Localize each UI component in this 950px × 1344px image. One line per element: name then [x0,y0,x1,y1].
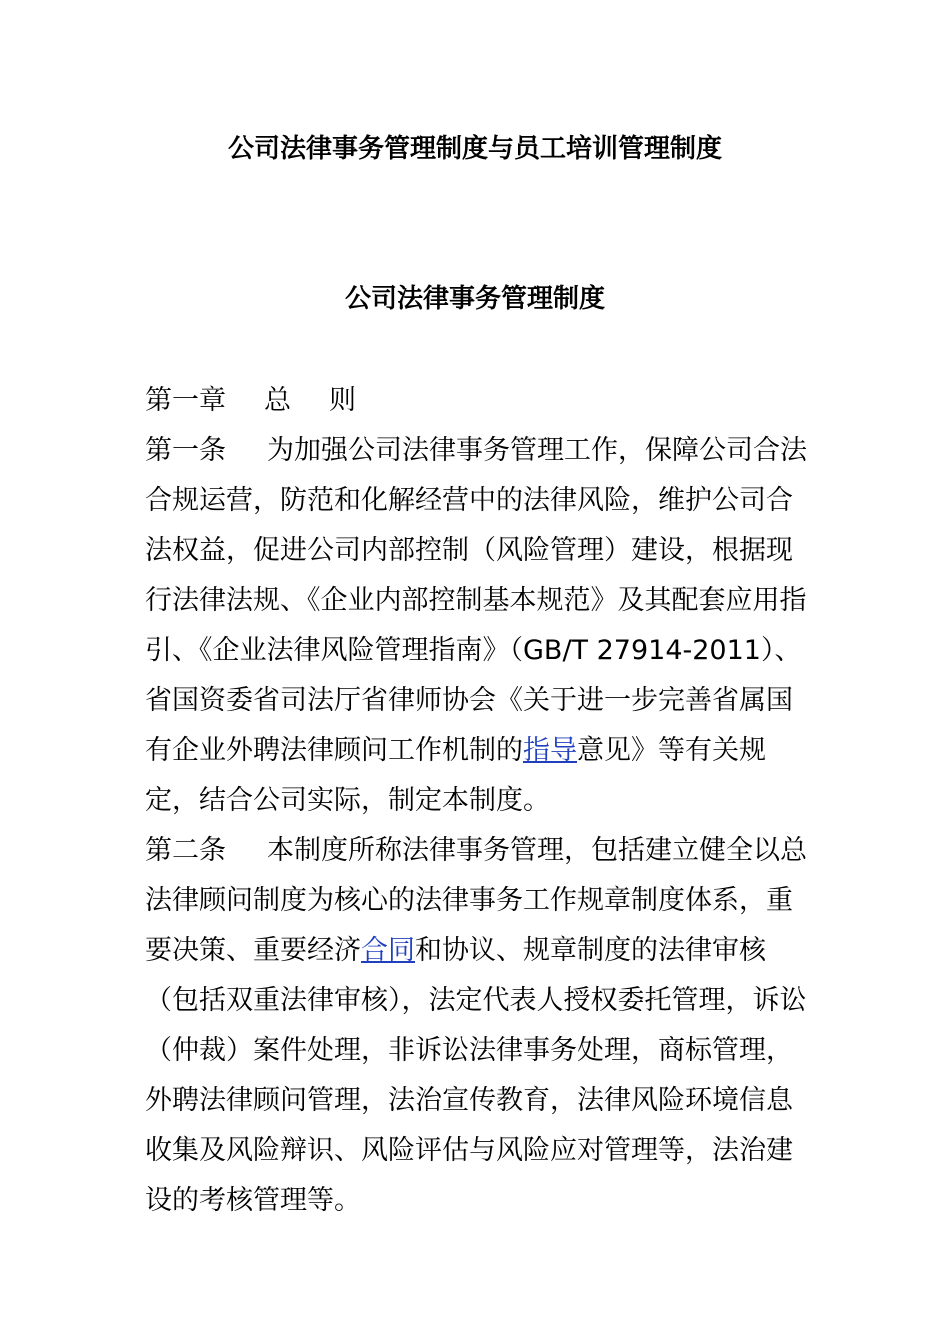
section-title: 公司法律事务管理制度 [344,284,605,314]
article-2 [145,826,817,1226]
document-body [145,376,817,1226]
chapter-heading [145,376,817,426]
article-1 [145,426,817,826]
article-1-label: 第一条 [145,435,226,466]
guidance-link[interactable]: 指导 [523,735,577,766]
contract-link[interactable]: 合同 [361,935,415,966]
article-2-text-part1: 本制度所称法律事务管理，包括建立健全以总法律顾问制度为核心的法律事务工作规章制度体系，重要决策、重要经济 [145,835,807,966]
chapter-title-char-2: 则 [329,385,356,416]
article-1-standard-code: GB/T 27914-2011 [523,635,761,666]
chapter-title-char-1: 总 [264,385,291,416]
article-1-text-part3: 意见》等有关规定，结合公司实际，制定本制度。 [145,735,766,816]
article-2-text-part2: 和协议、规章制度的法律审核（包括双重法律审核），法定代表人授权委托管理，诉讼（仲裁）案件处理，非诉讼法律事务处理，商标管理，外聘法律顾问管理，法治宣传教育，法律风险环境信息收集及风险辩识、风险评估与风险应对管理等，法治建设的考核管理等。 [145,935,807,1216]
document-title: 公司法律事务管理制度与员工培训管理制度 [227,134,722,164]
chapter-number: 第一章 [145,385,226,416]
article-1-text-part2: ）、省国资委省司法厅省律师协会《关于进一步完善省属国有企业外聘法律顾问工作机制的 [145,635,802,766]
article-2-label: 第二条 [145,835,226,866]
article-1-text-part1: 为加强公司法律事务管理工作，保障公司合法合规运营，防范和化解经营中的法律风险，维护公司合法权益，促进公司内部控制（风险管理）建设，根据现行法律法规、《企业内部控制基本规范》及其配套应用指引、《企业法律风险管理指南》（ [145,435,807,666]
